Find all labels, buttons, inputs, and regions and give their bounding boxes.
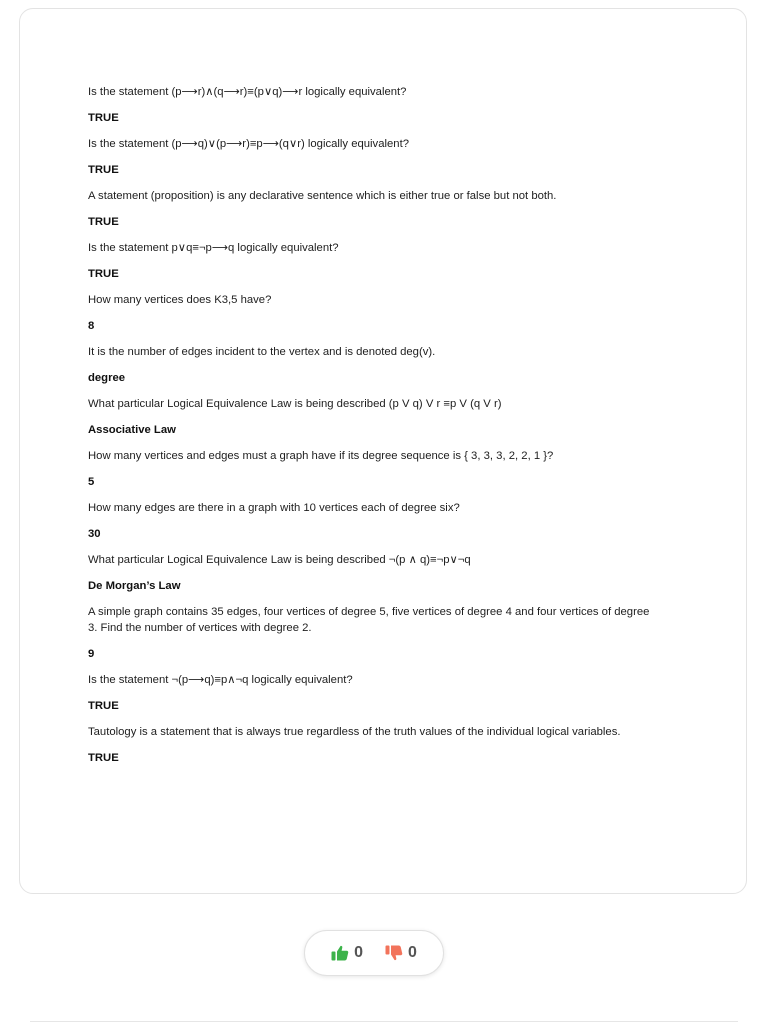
question-text: A statement (proposition) is any declarative sentence which is either true or false but not both. bbox=[88, 190, 557, 202]
answer-text: Associative Law bbox=[88, 424, 176, 436]
question-text: Is the statement (p⟶r)∧(q⟶r)≡(p∨q)⟶r logically equivalent? bbox=[88, 86, 407, 98]
answer-text: degree bbox=[88, 372, 126, 384]
qa-item bbox=[88, 448, 658, 490]
upvote-count: 0 bbox=[354, 944, 363, 961]
question-text: Is the statement p∨q≡¬p⟶q logically equivalent? bbox=[88, 242, 339, 254]
question-text: Is the statement ¬(p⟶q)≡p∧¬q logically equivalent? bbox=[88, 674, 353, 686]
answer-text: 5 bbox=[88, 476, 95, 488]
answer-text: TRUE bbox=[88, 268, 119, 280]
qa-item bbox=[88, 396, 658, 438]
question-text: Is the statement (p⟶q)∨(p⟶r)≡p⟶(q∨r) logically equivalent? bbox=[88, 138, 409, 150]
question-text: How many edges are there in a graph with 10 vertices each of degree six? bbox=[88, 502, 460, 514]
qa-item bbox=[88, 292, 658, 334]
answer-text: TRUE bbox=[88, 164, 119, 176]
question-text: What particular Logical Equivalence Law is being described ¬(p ∧ q)≡¬p∨¬q bbox=[88, 554, 471, 566]
qa-item bbox=[88, 136, 658, 178]
thumbs-up-icon bbox=[331, 945, 349, 961]
qa-item bbox=[88, 500, 658, 542]
answer-text: 30 bbox=[88, 528, 101, 540]
qa-item bbox=[88, 84, 658, 126]
answer-text: 9 bbox=[88, 648, 95, 660]
answer-text: TRUE bbox=[88, 216, 119, 228]
thumbs-down-icon bbox=[385, 945, 403, 961]
qa-item bbox=[88, 344, 658, 386]
question-text: How many vertices does K3,5 have? bbox=[88, 294, 272, 306]
divider bbox=[30, 1021, 738, 1022]
qa-item bbox=[88, 188, 658, 230]
vote-bar bbox=[304, 930, 444, 976]
qa-item bbox=[88, 240, 658, 282]
answer-text: De Morgan’s Law bbox=[88, 580, 181, 592]
question-text: A simple graph contains 35 edges, four vertices of degree 5, five vertices of degree 4 and four vertices of degree 3. Find the number of vertices with degree 2. bbox=[88, 606, 650, 634]
downvote-button[interactable] bbox=[385, 944, 417, 962]
answer-text: TRUE bbox=[88, 700, 119, 712]
qa-item bbox=[88, 724, 658, 766]
qa-item bbox=[88, 604, 658, 662]
question-text: Tautology is a statement that is always true regardless of the truth values of the individual logical variables. bbox=[88, 726, 621, 738]
downvote-count: 0 bbox=[408, 944, 417, 961]
qa-list bbox=[88, 84, 658, 776]
question-text: How many vertices and edges must a graph have if its degree sequence is { 3, 3, 3, 2, 2, 1 }? bbox=[88, 450, 554, 462]
question-text: It is the number of edges incident to the vertex and is denoted deg(v). bbox=[88, 346, 436, 358]
answer-text: TRUE bbox=[88, 112, 119, 124]
upvote-button[interactable] bbox=[331, 944, 363, 962]
answer-text: TRUE bbox=[88, 752, 119, 764]
qa-item bbox=[88, 552, 658, 594]
qa-item bbox=[88, 672, 658, 714]
question-text: What particular Logical Equivalence Law is being described (p V q) V r ≡p V (q V r) bbox=[88, 398, 502, 410]
answer-text: 8 bbox=[88, 320, 95, 332]
